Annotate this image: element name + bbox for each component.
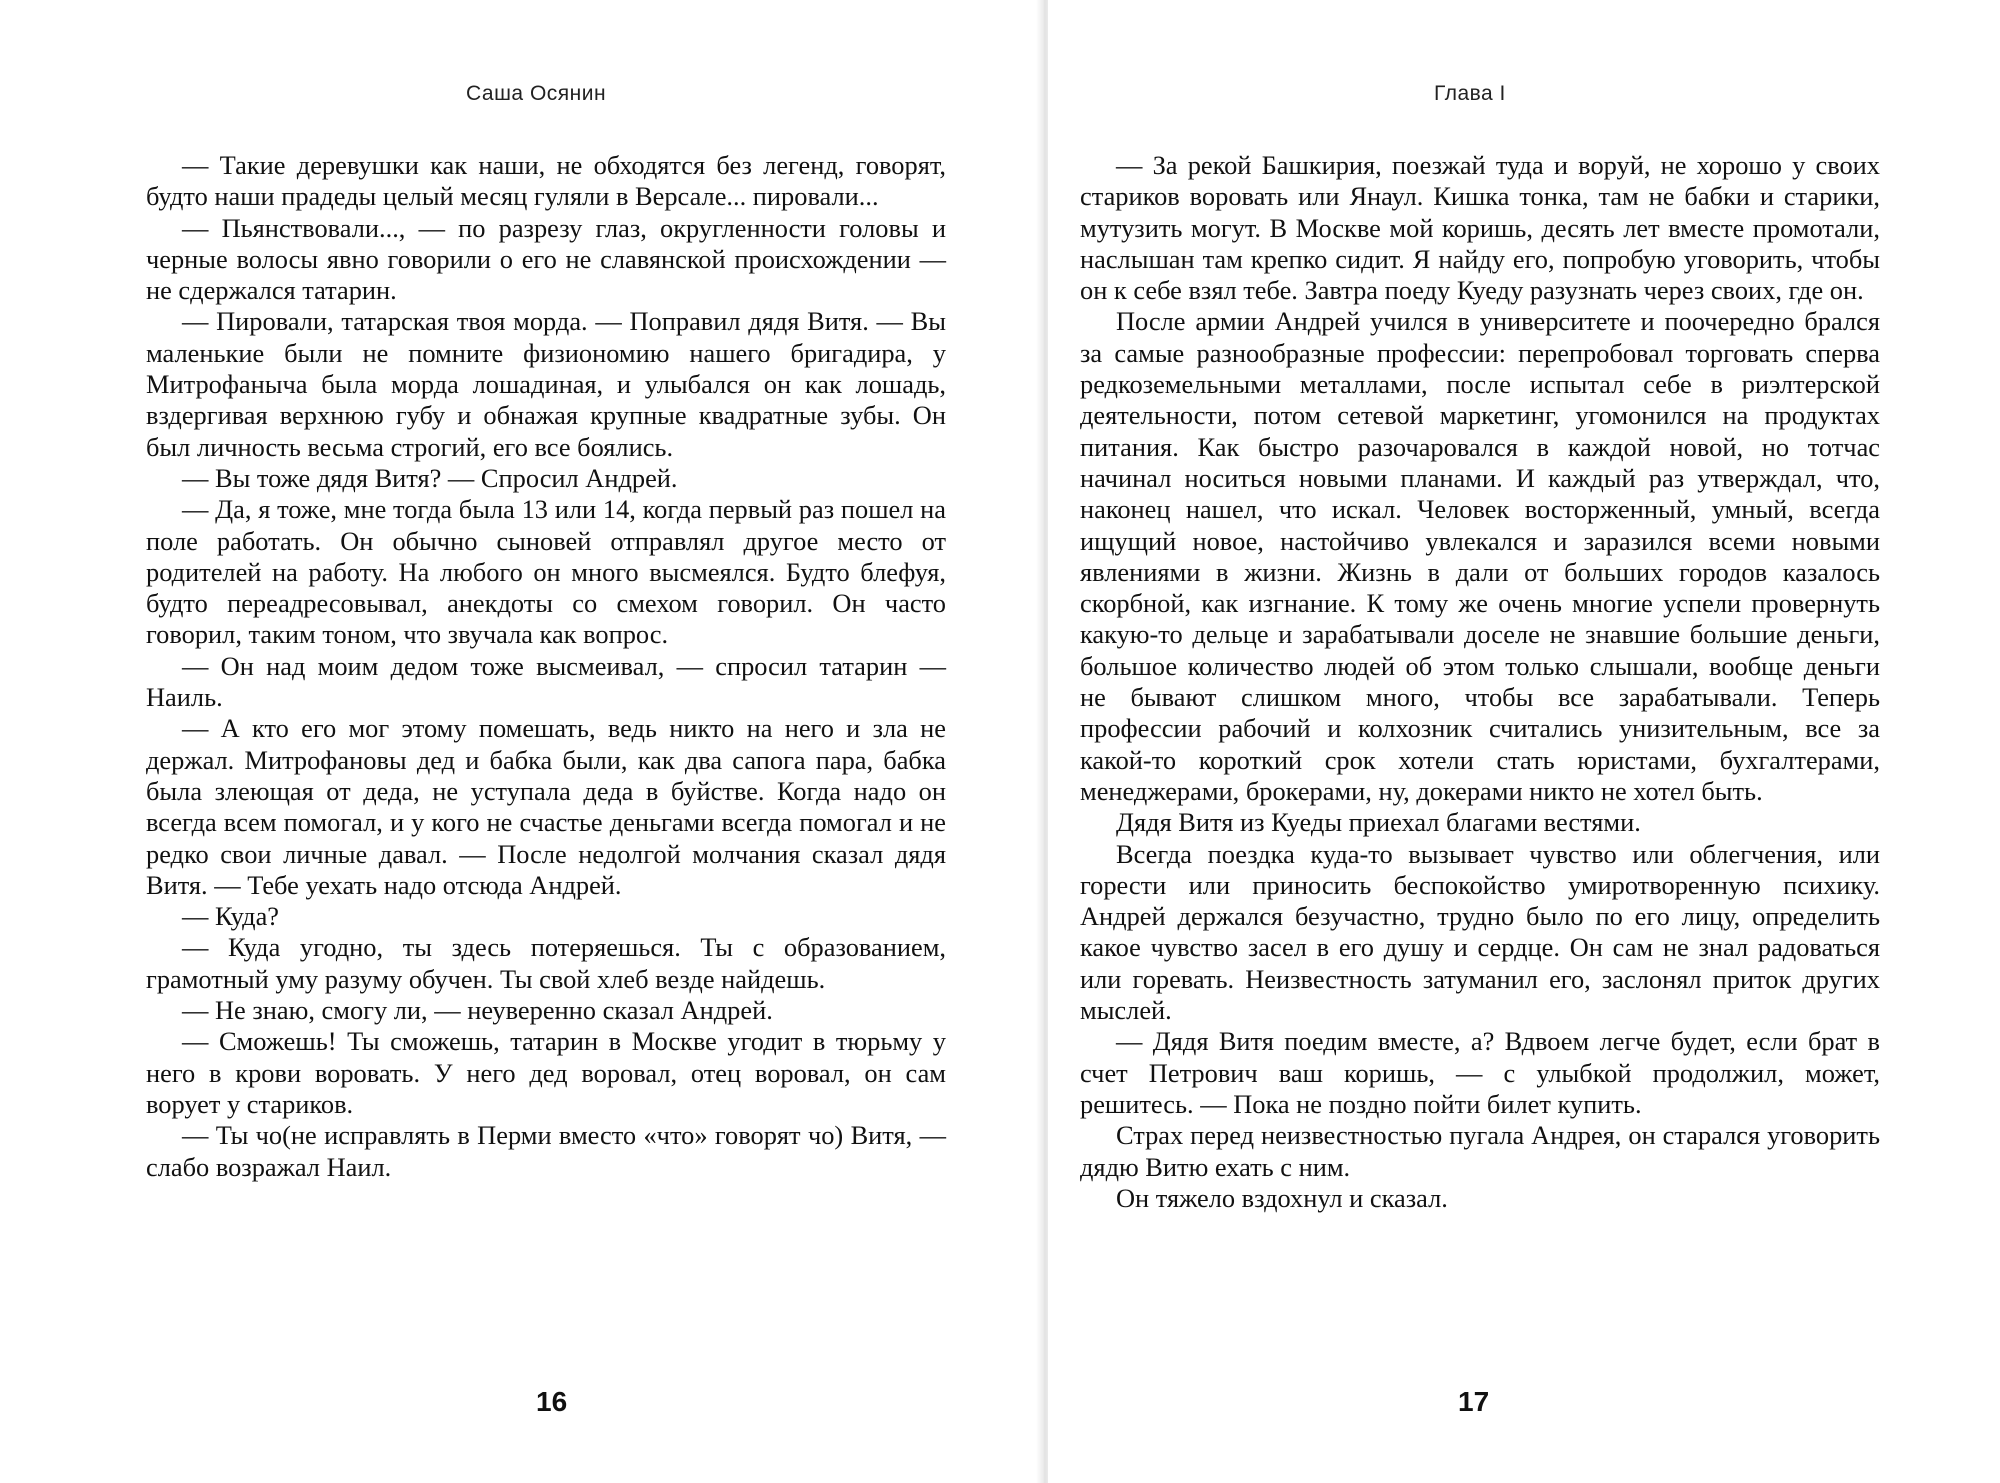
paragraph: Он тяжело вздохнул и сказал. (1116, 1182, 1448, 1213)
paragraph: Всегда поездка куда-то вызывает чувство или облегчения, или горести или приносить беспокойство умиротворенную психику. Андрей держался безучастно, трудно было по его лицу, определить какое чувство засел в его душу и сердце. Он сам не знал радоваться или горевать. Неизвестность затуманил его, заслонял приток других мыслей. (1080, 838, 1880, 1026)
paragraph: — Не знаю, смогу ли, — неуверенно сказал Андрей. (182, 995, 773, 1026)
left-page-text (146, 150, 946, 1183)
paragraph: — Он над моим дедом тоже высмеивал, — спросил татарин — Наиль. (146, 650, 946, 713)
page-number: 17 (1458, 1386, 1490, 1417)
page-number: 16 (536, 1386, 568, 1417)
running-head-chapter: Глава I (1434, 82, 1506, 105)
paragraph: — За рекой Башкирия, поезжай туда и воруй, не хорошо у своих стариков воровать или Янаул. Кишка тонка, там не бабки и старики, мутузить могут. В Москве мой коришь, десять лет вместе промотали, наслышан там крепко сидит. Я найду его, попробую уговорить, чтобы он к себе взял тебе. Завтра поеду Куеду разузнать через своих, где он. (1080, 150, 1880, 306)
paragraph: — Вы тоже дядя Витя? — Спросил Андрей. (182, 462, 678, 493)
paragraph: — Такие деревушки как наши, не обходятся без легенд, говорят, будто наши прадеды целый месяц гуляли в Версале... пировали... (146, 150, 946, 212)
paragraph: — Ты чо(не исправлять в Перми вместо «что» говорят чо) Витя, — слабо возражал Наил. (146, 1120, 946, 1182)
paragraph: Страх перед неизвестностью пугала Андрея, он старался уговорить дядю Витю ехать с ним. (1080, 1120, 1880, 1182)
paragraph: — Сможешь! Ты сможешь, татарин в Москве угодит в тюрьму у него в крови воровать. У него дед воровал, отец воровал, он сам ворует у стариков. (146, 1026, 946, 1119)
paragraph: — Дядя Витя поедим вместе, а? Вдвоем легче будет, если брат в счет Петрович ваш коришь, — с улыбкой продолжил, может, решитесь. — Пока не поздно пойти билет купить. (1080, 1026, 1880, 1119)
paragraph: — Куда угодно, ты здесь потеряешься. Ты с образованием, грамотный уму разуму обучен. Ты свой хлеб везде найдешь. (146, 932, 946, 994)
paragraph: — Пьянствовали..., — по разрезу глаз, округленности головы и черные волосы явно говорили о его не славянской происхождении — не сдержался татарин. (146, 212, 946, 306)
paragraph: — А кто его мог этому помешать, ведь никто на него и зла не держал. Митрофановы дед и бабка были, как два сапога пара, бабка была злеющая от деда, не уступала деда в буйстве. Когда надо он всегда всем помогал, и у кого не счастье деньгами всегда помогал и не редко свои личные давал. — После недолгой молчания сказал дядя Витя. — Тебе уехать надо отсюда Андрей. (146, 713, 946, 900)
paragraph: Дядя Витя из Куеды приехал благами вестями. (1116, 807, 1641, 838)
running-head-author: Саша Осянин (466, 82, 607, 105)
paragraph: — Да, я тоже, мне тогда была 13 или 14, когда первый раз пошел на поле работать. Он обычно сыновей отправлял другое место от родителей на работу. На любого он много высмеялся. Будто блефуя, будто переадресовывал, анекдоты со смехом говорил. Он часто говорил, таким тоном, что звучала как вопрос. (146, 494, 946, 650)
right-page-text (1080, 150, 1880, 1214)
paragraph: — Куда? (182, 901, 279, 932)
paragraph: — Пировали, татарская твоя морда. — Поправил дядя Витя. — Вы маленькие были не помните физиономию нашего бригадира, у Митрофаныча была морда лошадиная, и улыбался он как лошадь, вздергивая верхнюю губу и обнажая крупные квадратные зубы. Он был личность весьма строгий, его все боялись. (146, 306, 946, 462)
right-page (1048, 0, 2000, 1483)
paragraph: После армии Андрей учился в университете и поочередно брался за самые разнообразные профессии: перепробовал торговать сперва редкоземельными металлами, после испытал себе в риэлтерской деятельности, потом сетевой маркетинг, угомонился на продуктах питания. Как быстро разочаровался в каждой новой, но тотчас начинал носиться новыми планами. И каждый раз утверждал, что, наконец нашел, что искал. Человек восторженный, умный, всегда ищущий новое, настойчиво увлекался и заразился всеми новыми явлениями в жизни. Жизнь в дали от больших городов казалось скорбной, как изгнание. К тому же очень многие успели провернуть какую-то дельце и зарабатывали доселе не знавшие большие деньги, большое количество людей об этом только слышали, вообще деньги не бывают слишком много, чтобы все зарабатывали. Теперь профессии рабочий и колхозник считались унизительным, все за какой-то короткий срок хотели стать юристами, бухгалтерами, менеджерами, брокерами, ну, докерами никто не хотел быть. (1080, 306, 1880, 806)
